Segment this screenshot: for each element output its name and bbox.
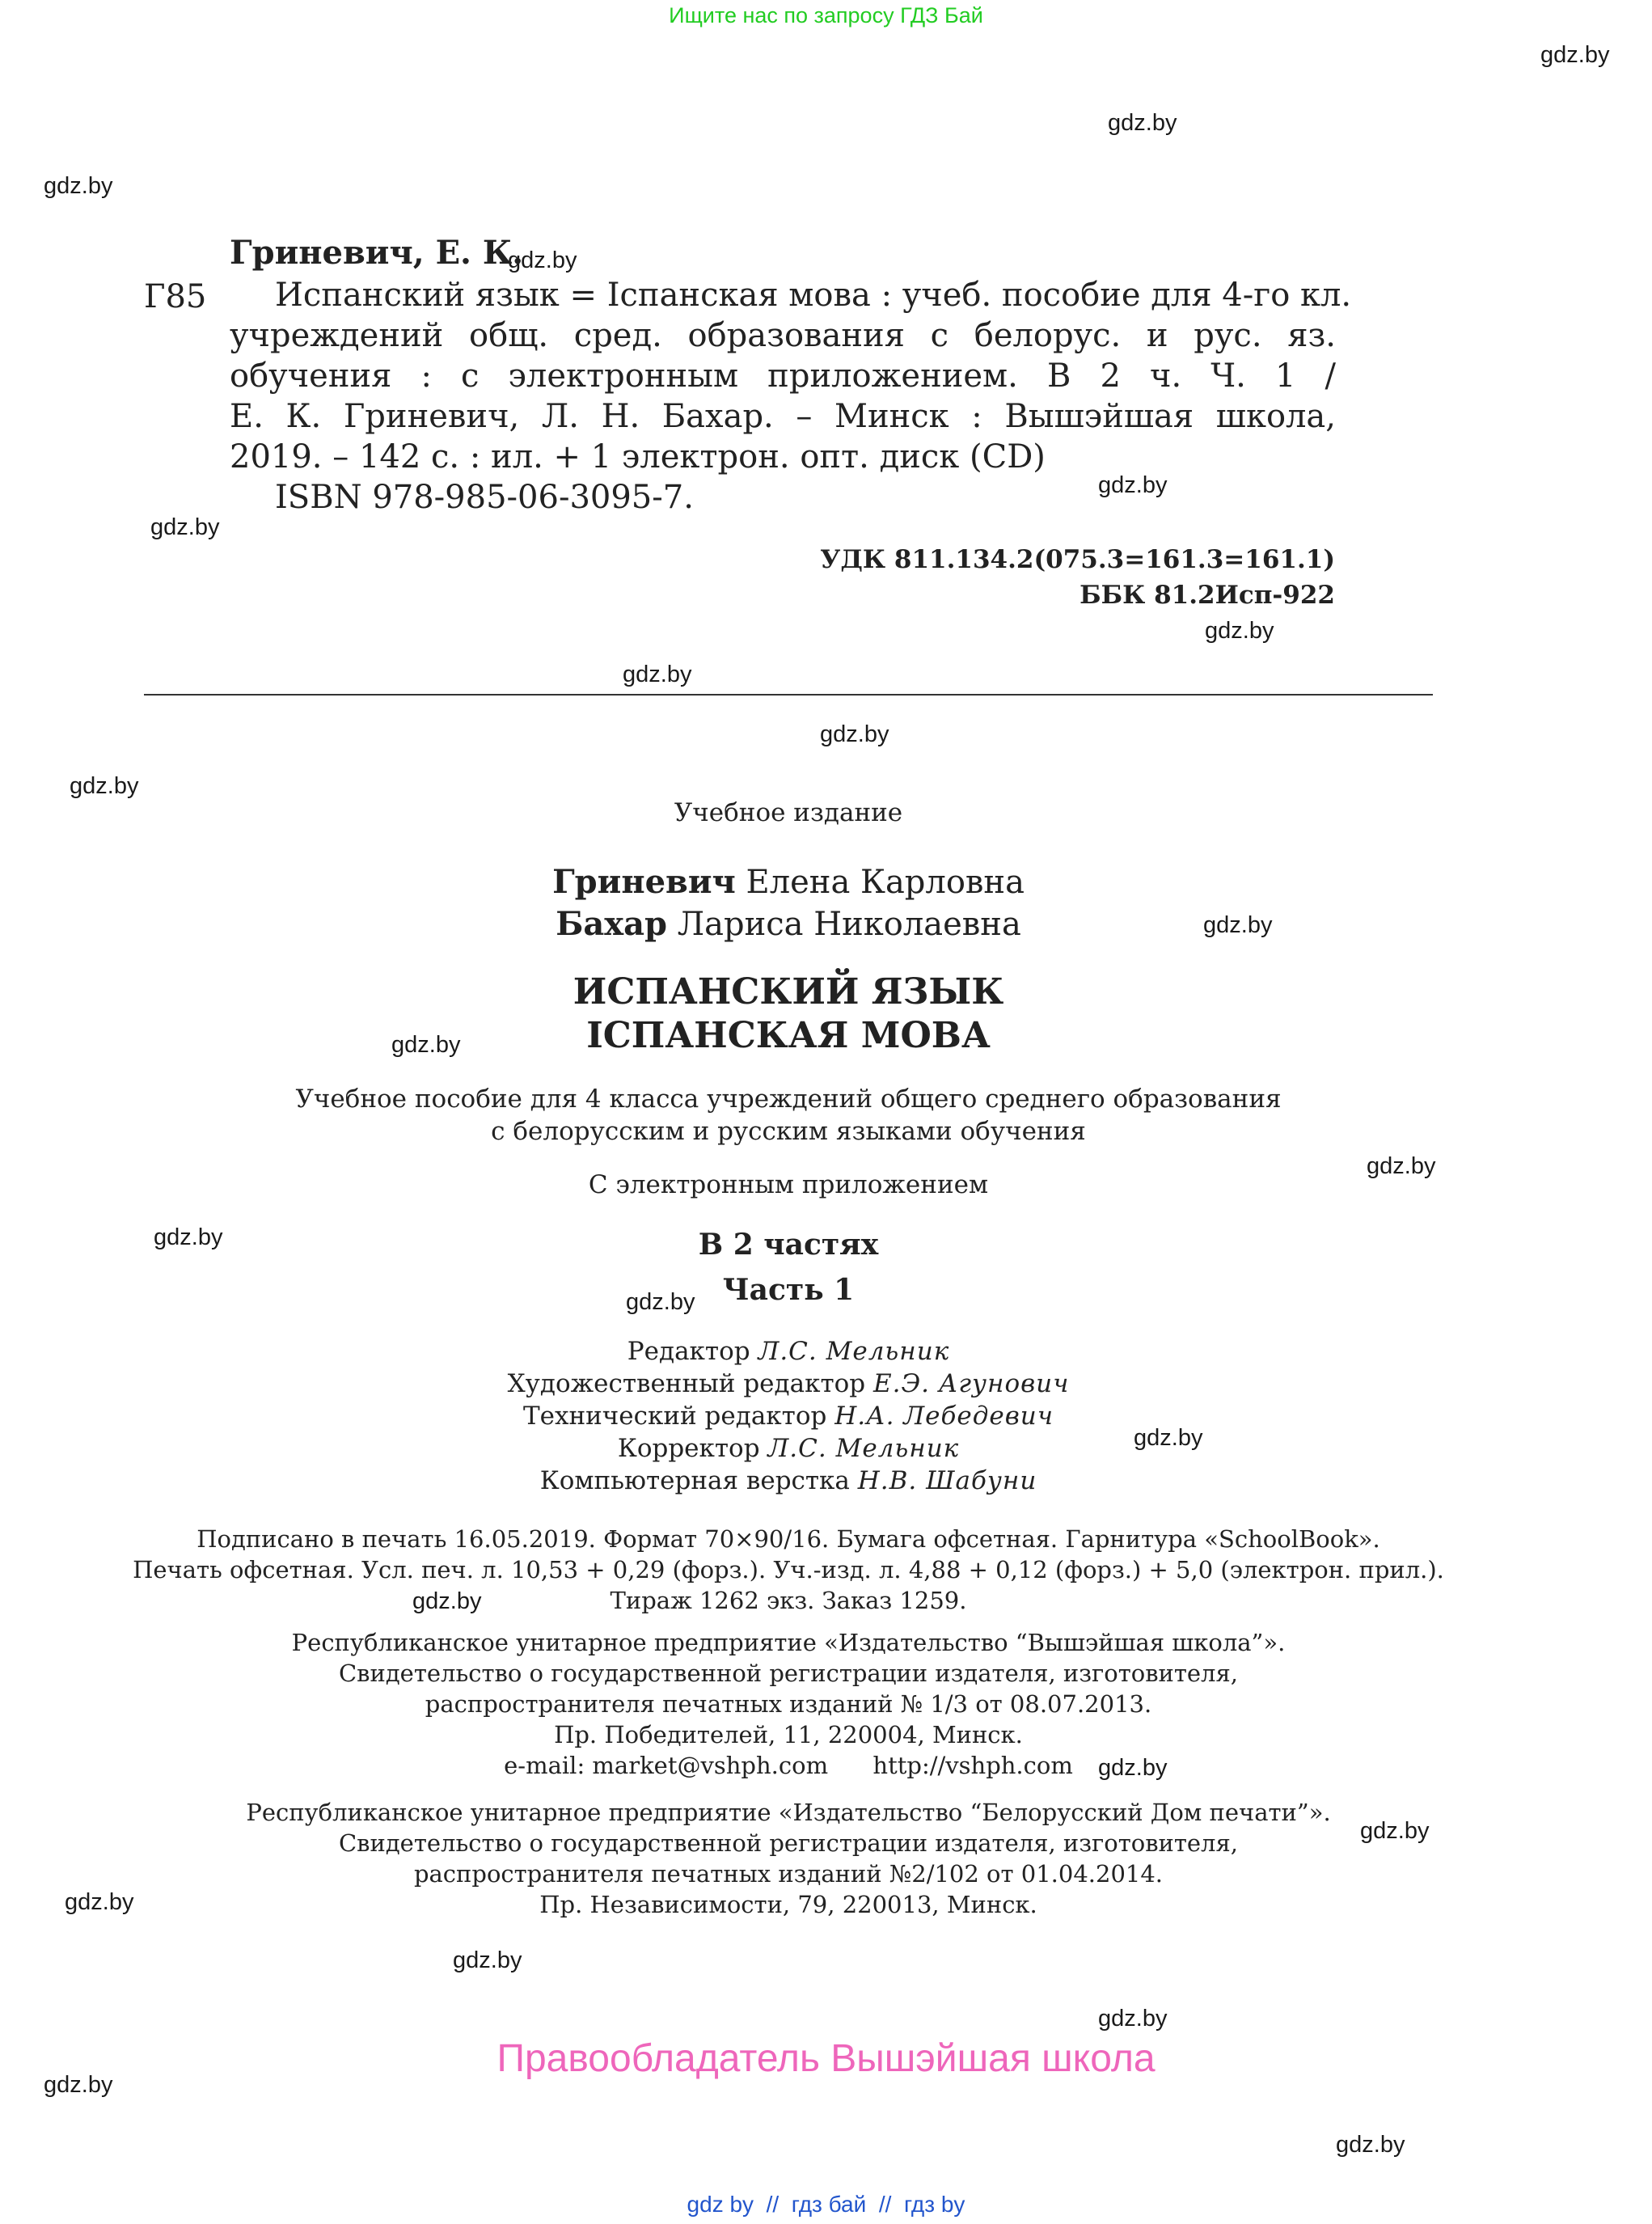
watermark: gdz.by: [1134, 1425, 1203, 1451]
watermark: gdz.by: [1203, 912, 1273, 938]
credit-role: Корректор: [617, 1434, 760, 1463]
footer-link-gdz-by[interactable]: gdz by: [687, 2192, 754, 2217]
edition-type: Учебное издание: [674, 798, 903, 827]
footer-link-gdz-bai[interactable]: гдз бай: [791, 2192, 867, 2217]
author-1-name: Елена Карловна: [746, 864, 1025, 901]
catalog-line-4: Е. К. Гриневич, Л. Н. Бахар. – Минск : Вышэйшая школа,: [230, 398, 1336, 435]
publisher-line-1: Республиканское унитарное предприятие «Издательство “Вышэйшая школа”».: [291, 1629, 1286, 1656]
printer-line-4: Пр. Независимости, 79, 220013, Минск.: [539, 1891, 1037, 1918]
printer-line-1: Республиканское унитарное предприятие «Издательство “Белорусский Дом печати”».: [246, 1799, 1331, 1826]
divider-line: [144, 694, 1433, 696]
catalog-line-3: обучения : с электронным приложением. В 2 ч. Ч. 1 /: [230, 357, 1336, 395]
publisher-line-3: распространителя печатных изданий № 1/3 от 08.07.2013.: [425, 1690, 1152, 1718]
author-1-surname: Гриневич: [552, 863, 736, 901]
credit-name: Л.С. Мельник: [767, 1434, 960, 1463]
part-number: Часть 1: [722, 1273, 855, 1307]
credit-editor: [0, 1336, 1577, 1368]
parts-count: В 2 частях: [698, 1228, 879, 1262]
watermark: gdz.by: [412, 1588, 482, 1614]
subtitle-line-1: Учебное пособие для 4 класса учреждений общего среднего образования: [295, 1085, 1282, 1114]
udk-code: УДК 811.134.2(075.3=161.3=161.1): [820, 545, 1335, 574]
watermark: gdz.by: [44, 173, 113, 199]
watermark: gdz.by: [1540, 42, 1610, 68]
watermark: gdz.by: [453, 1947, 522, 1973]
watermark: gdz.by: [508, 247, 577, 273]
watermark: gdz.by: [1205, 618, 1274, 644]
publisher-line-2: Свидетельство о государственной регистрации издателя, изготовителя,: [338, 1660, 1238, 1687]
header-search-link[interactable]: Ищите нас по запросу ГДЗ Бай: [669, 3, 983, 27]
author-2: [0, 904, 1577, 945]
credit-art-editor: [0, 1368, 1577, 1400]
watermark: gdz.by: [1336, 2132, 1405, 2158]
isbn: ISBN 978-985-06-3095-7.: [275, 479, 694, 516]
watermark: gdz.by: [1108, 110, 1177, 136]
credit-layout: [0, 1465, 1577, 1497]
catalog-line-5: 2019. – 142 с. : ил. + 1 электрон. опт. диск (CD): [230, 438, 1046, 476]
watermark: gdz.by: [623, 662, 692, 687]
watermark: gdz.by: [1098, 472, 1168, 498]
watermark: gdz.by: [820, 721, 889, 747]
title-ru: ИСПАНСКИЙ ЯЗЫК: [572, 971, 1004, 1013]
bbk-code: ББК 81.2Исп-922: [1080, 581, 1335, 610]
publisher-line-4: Пр. Победителей, 11, 220004, Минск.: [554, 1721, 1023, 1748]
publisher-contacts: [0, 1750, 1577, 1782]
credit-tech-editor: [0, 1401, 1577, 1432]
copyright-holder: Правообладатель Вышэйшая школа: [496, 2037, 1156, 2080]
print-info-line-3: Тираж 1262 экз. Заказ 1259.: [610, 1587, 967, 1614]
catalog-line-2: учреждений общ. сред. образования с белорус. и рус. яз.: [230, 317, 1336, 354]
publisher-website[interactable]: http://vshph.com: [872, 1752, 1073, 1779]
watermark: gdz.by: [391, 1032, 461, 1058]
printer-line-2: Свидетельство о государственной регистрации издателя, изготовителя,: [338, 1829, 1238, 1857]
print-info-line-2: Печать офсетная. Усл. печ. л. 10,53 + 0,29 (форз.). Уч.-изд. л. 4,88 + 0,12 (форз.) + 5,0 (электрон. прил.).: [133, 1556, 1444, 1583]
watermark: gdz.by: [1098, 1755, 1168, 1781]
watermark: gdz.by: [150, 514, 220, 540]
watermark: gdz.by: [1367, 1153, 1436, 1179]
catalog-author: Гриневич, Е. К.: [230, 234, 524, 272]
author-2-surname: Бахар: [556, 905, 668, 943]
watermark: gdz.by: [626, 1289, 695, 1315]
credit-proofreader: [0, 1433, 1577, 1465]
author-2-name: Лариса Николаевна: [677, 906, 1021, 943]
credit-role: Компьютерная верстка: [539, 1466, 850, 1495]
credit-role: Редактор: [627, 1337, 750, 1366]
printer-line-3: распространителя печатных изданий №2/102 от 01.04.2014.: [413, 1860, 1164, 1888]
author-1: [0, 862, 1577, 903]
footer-link-gdz-by-mixed[interactable]: гдз by: [903, 2192, 965, 2217]
catalog-line-1: Испанский язык = Іспанская мова : учеб. пособие для 4-го кл.: [275, 277, 1352, 314]
watermark: gdz.by: [44, 2072, 113, 2098]
credit-name: Л.С. Мельник: [758, 1337, 950, 1366]
watermark: gdz.by: [65, 1889, 134, 1915]
publisher-email[interactable]: e-mail: market@vshph.com: [504, 1752, 829, 1779]
supplement-note: С электронным приложением: [588, 1170, 989, 1199]
credit-name: Е.Э. Агунович: [872, 1369, 1070, 1398]
catalog-index: Г85: [144, 278, 207, 315]
watermark: gdz.by: [1360, 1818, 1430, 1844]
print-info-line-1: Подписано в печать 16.05.2019. Формат 70×90/16. Бумага офсетная. Гарнитура «SchoolBook».: [196, 1525, 1380, 1553]
credit-role: Технический редактор: [522, 1402, 827, 1431]
watermark: gdz.by: [70, 773, 139, 799]
footer-links: [0, 2192, 1652, 2218]
footer-separator: //: [766, 2192, 780, 2217]
credit-role: Художественный редактор: [507, 1369, 866, 1398]
credit-name: Н.А. Лебедевич: [834, 1402, 1054, 1431]
credit-name: Н.В. Шабуни: [857, 1466, 1037, 1495]
footer-separator: //: [878, 2192, 892, 2217]
title-by: ІСПАНСКАЯ МОВА: [586, 1015, 991, 1056]
watermark: gdz.by: [154, 1224, 223, 1250]
subtitle-line-2: с белорусским и русским языками обучения: [491, 1117, 1086, 1146]
watermark: gdz.by: [1098, 2006, 1168, 2032]
